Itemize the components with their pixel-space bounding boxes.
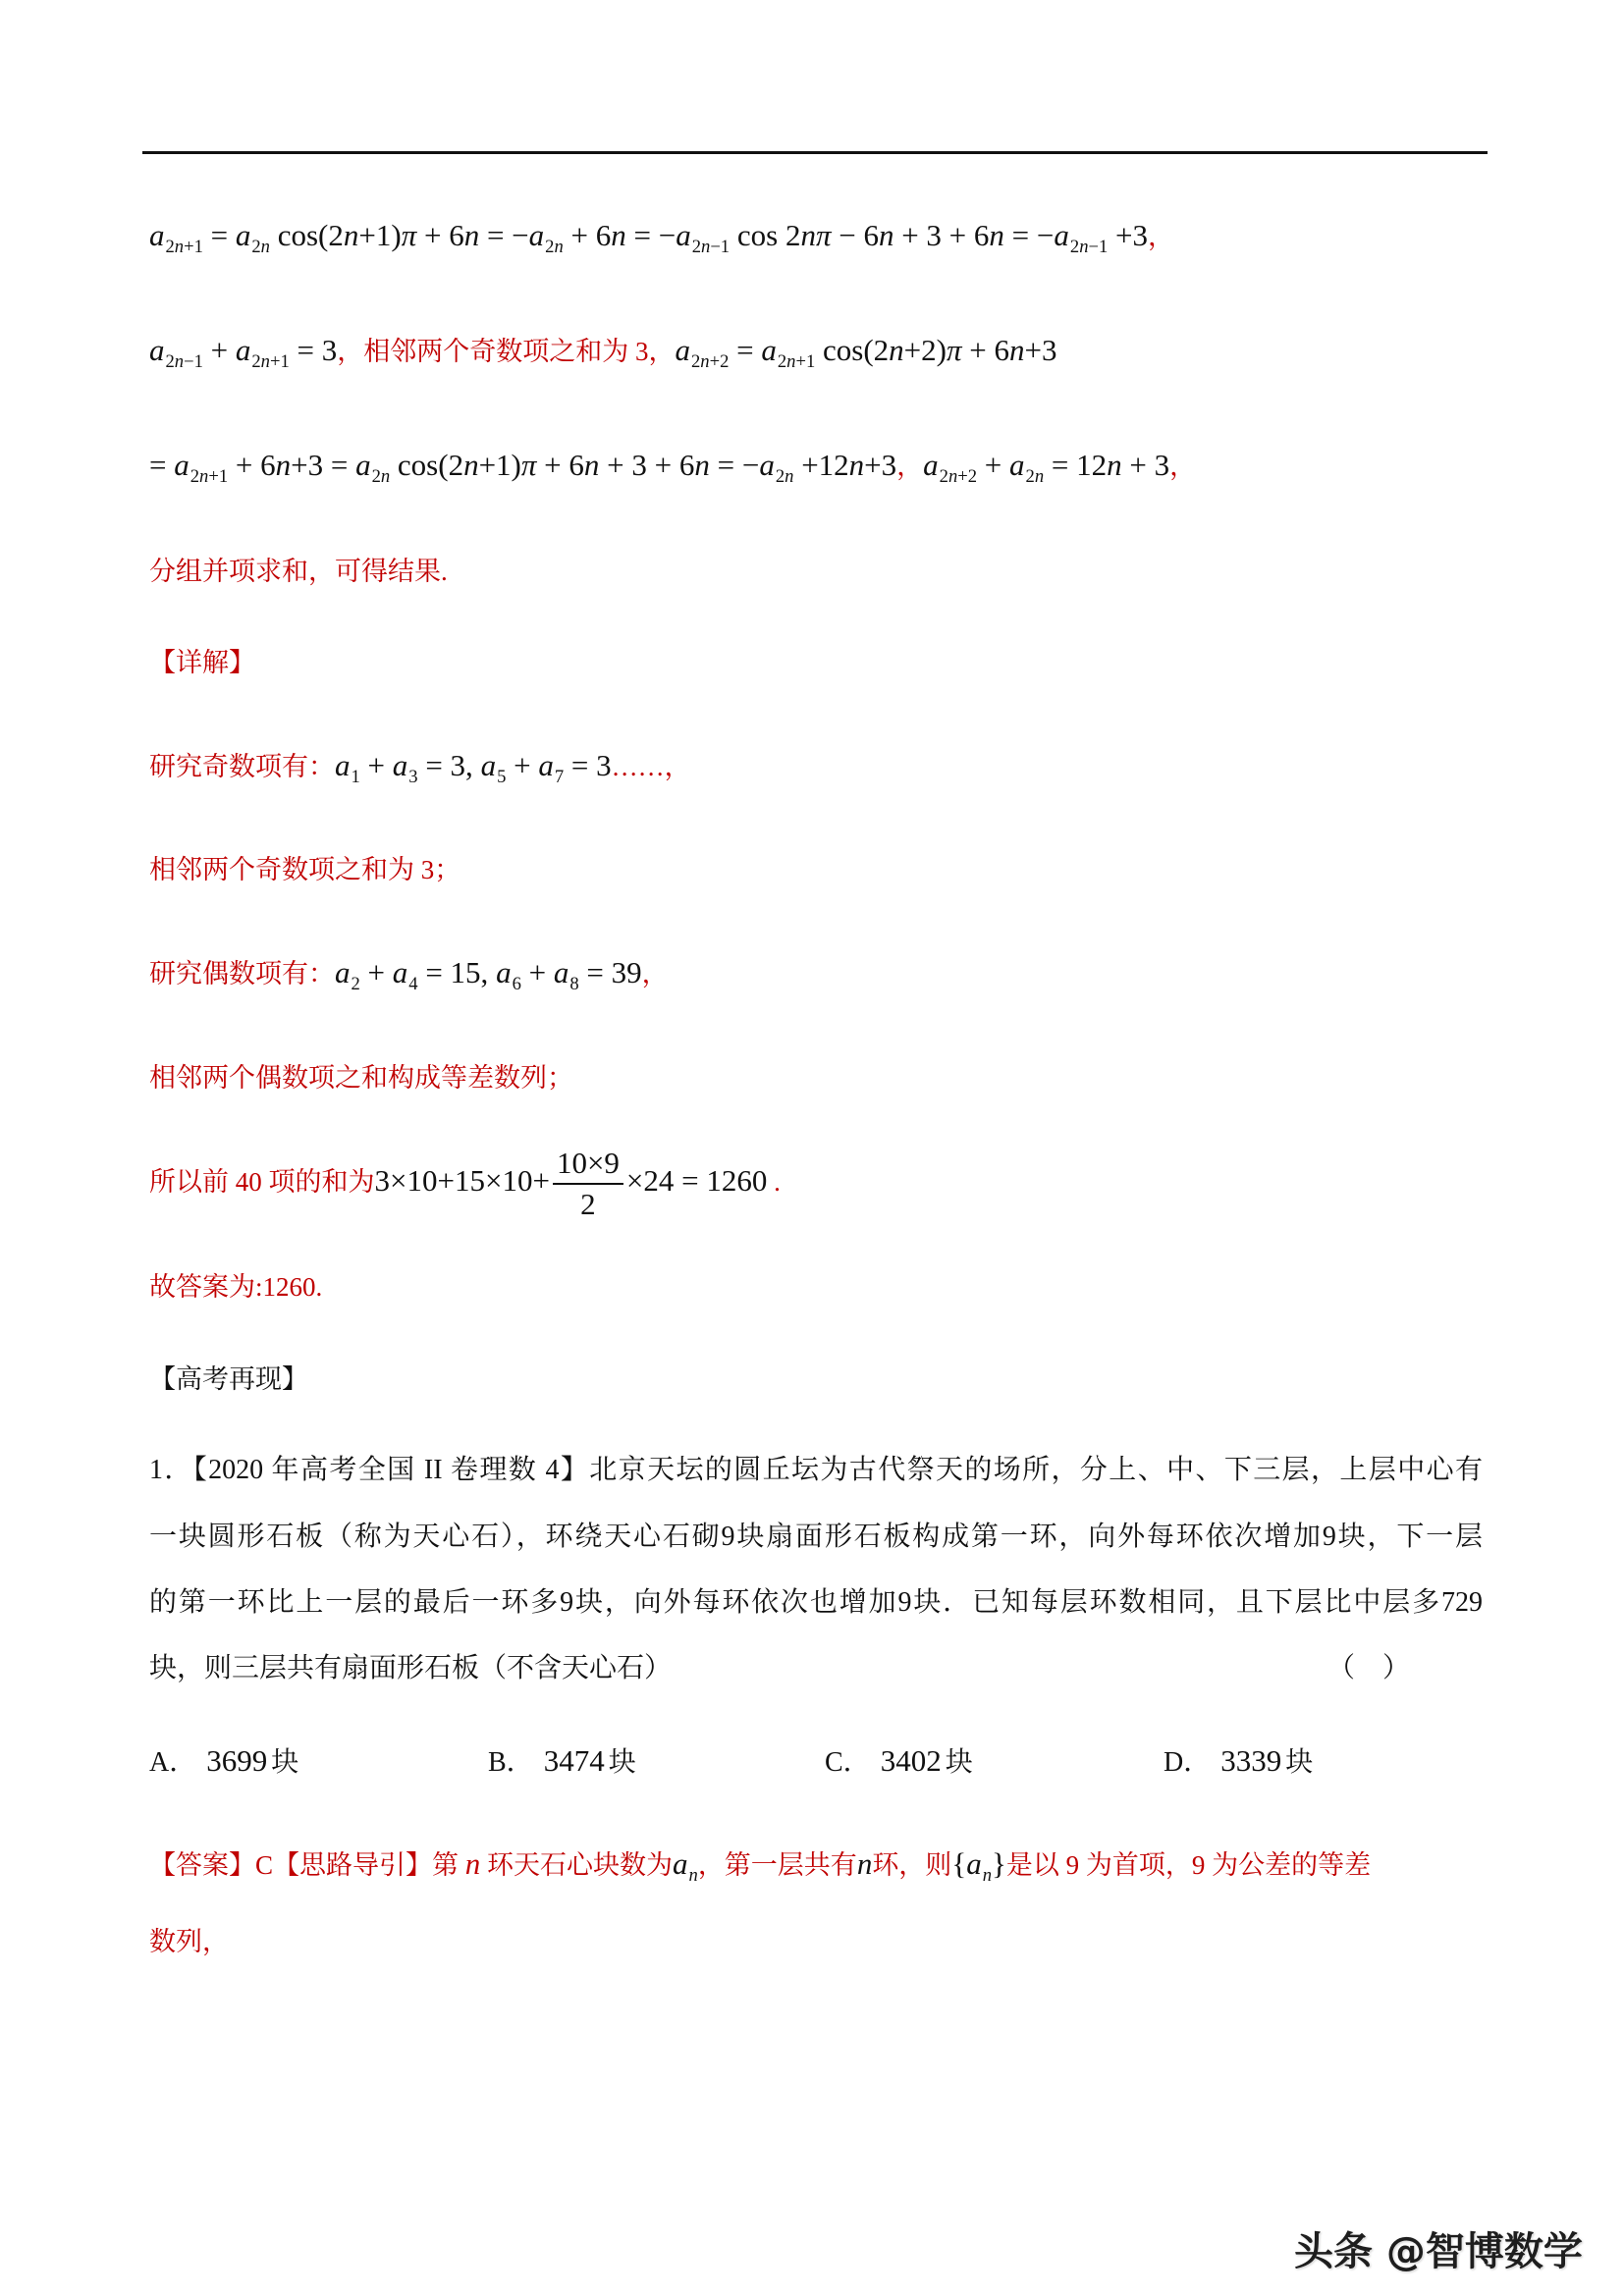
math-symbol: n: [947, 466, 958, 488]
math-symbol: a: [235, 333, 251, 367]
math-subscript: 7: [554, 767, 565, 788]
math-subscript: 2n−1: [691, 237, 731, 258]
math-text: = 3,: [417, 748, 481, 782]
math-expression: [564, 748, 611, 782]
option-unit: 块: [945, 1747, 973, 1778]
math-symbol: n: [688, 1865, 698, 1887]
math-subscript: 4: [408, 974, 418, 995]
math-expression: [360, 748, 393, 782]
math-symbol: n: [611, 218, 626, 252]
text-run: 环，则: [872, 1850, 952, 1880]
math-variable: [335, 955, 360, 995]
math-text: +: [359, 748, 393, 782]
math-variable: [149, 218, 203, 258]
math-expression: [793, 448, 896, 482]
text-run: ……，: [611, 752, 691, 781]
math-subscript: 3: [408, 767, 418, 788]
math-text: [923, 448, 939, 482]
option-c: [825, 1737, 973, 1785]
question-line-4: 块，则三层共有扇面形石板（不含天心石）: [149, 1653, 673, 1683]
math-expression: [270, 218, 529, 252]
math-text: [335, 748, 351, 782]
detail-heading: 【详解】: [149, 648, 255, 677]
option-value: 3474: [543, 1743, 605, 1778]
text-run: 研究奇数项有：: [149, 752, 335, 781]
math-symbol: a: [528, 218, 545, 252]
math-subscript: 2n: [545, 237, 564, 258]
math-text: = 39: [578, 955, 642, 989]
math-symbol: a: [966, 1846, 982, 1881]
math-expression: [418, 955, 496, 989]
text-run: ，: [1148, 222, 1175, 251]
math-text: [149, 218, 165, 252]
math-text: =: [149, 448, 175, 482]
math-text: [481, 748, 497, 782]
text-run: ，: [1169, 452, 1197, 481]
text-run: 研究偶数项有：: [149, 959, 335, 988]
math-symbol: a: [759, 448, 775, 482]
gaokao-heading: 【高考再现】: [149, 1364, 308, 1394]
math-expression: [228, 448, 355, 482]
math-text: [1009, 448, 1025, 482]
option-value: 3402: [880, 1743, 942, 1778]
math-symbol: a: [149, 333, 165, 367]
math-text: + 6n = −: [563, 218, 677, 252]
final-answer: 故答案为:1260.: [149, 1272, 323, 1302]
math-text: +: [520, 955, 554, 989]
math-symbol: n: [800, 218, 816, 252]
math-text: [355, 448, 371, 482]
math-subscript: 2: [351, 974, 360, 995]
math-symbol: a: [335, 955, 351, 989]
math-text: [1054, 218, 1069, 252]
header-rule: [142, 151, 1488, 154]
math-variable: [235, 218, 270, 258]
math-variable: [1054, 218, 1109, 258]
answer-line-2: [149, 1917, 229, 1964]
math-text: [236, 218, 251, 252]
math-symbol: n: [343, 218, 359, 252]
math-symbol: n: [785, 466, 794, 488]
math-text: [673, 1846, 688, 1881]
text-run: ，: [896, 452, 924, 481]
math-variable: [923, 448, 978, 488]
math-variable: [538, 748, 565, 788]
math-text: [857, 1846, 873, 1881]
math-symbol: n: [856, 1846, 873, 1881]
math-variable: [392, 748, 418, 788]
derivation-line-3: [149, 442, 1196, 489]
math-subscript: 2n+1: [251, 351, 290, 373]
math-symbol: n: [700, 351, 710, 373]
math-symbol: n: [464, 1846, 481, 1881]
math-variable: [759, 448, 794, 488]
math-subscript: 2n: [775, 466, 794, 488]
math-symbol: a: [761, 333, 777, 367]
math-variable: [673, 1846, 698, 1887]
math-text: +3: [1108, 218, 1149, 252]
math-text: +: [977, 448, 1010, 482]
odd-terms-conclusion: 相邻两个奇数项之和为 3；: [149, 855, 461, 884]
math-subscript: 2n: [1025, 466, 1045, 488]
math-symbol: n: [694, 448, 710, 482]
math-symbol: n: [989, 218, 1004, 252]
derivation-line-2: [149, 327, 1056, 374]
text-run: .: [767, 1167, 781, 1197]
math-symbol: a: [480, 748, 497, 782]
math-symbol: a: [923, 448, 939, 482]
math-expression: [564, 218, 676, 252]
math-text: [538, 748, 554, 782]
math-expression: [977, 448, 1009, 482]
math-expression: [465, 1846, 481, 1881]
math-symbol: n: [1009, 333, 1025, 367]
math-variable: [528, 218, 564, 258]
option-unit: 块: [1285, 1747, 1314, 1778]
math-symbol: a: [673, 1846, 688, 1881]
math-text: =: [729, 333, 762, 367]
math-text: [676, 218, 691, 252]
math-expression: [203, 218, 236, 252]
math-text: 3×10+15×10+: [374, 1163, 550, 1198]
math-variable: [761, 333, 816, 373]
math-symbol: n: [878, 218, 894, 252]
even-terms-conclusion: 相邻两个偶数项之和构成等差数列；: [149, 1063, 573, 1093]
math-variable: [392, 955, 418, 995]
math-subscript: 2n: [371, 466, 391, 488]
math-text: + 6n+3 =: [228, 448, 356, 482]
math-symbol: a: [1009, 448, 1025, 482]
option-b: [488, 1737, 636, 1785]
derivation-line-1: [149, 212, 1174, 259]
math-expression: [360, 955, 393, 989]
math-text: = 3: [564, 748, 612, 782]
math-symbol: a: [496, 955, 512, 989]
math-expression: [290, 333, 337, 367]
math-symbol: a: [676, 218, 691, 252]
question-line-3: 的第一环比上一层的最后一环多9块，向外每环依次也增加9块．已知每层环数相同，且下层比中层多729: [149, 1587, 1483, 1618]
math-expression: [951, 1846, 966, 1881]
math-expression: [1044, 448, 1169, 482]
math-text: +: [359, 955, 393, 989]
math-text: cos(2n+1)π + 6n = −: [277, 218, 529, 252]
math-text: cos 2nπ − 6n + 3 + 6n = −: [736, 218, 1055, 252]
math-expression: [506, 748, 538, 782]
math-symbol: n: [1079, 237, 1089, 258]
option-a: [149, 1737, 298, 1785]
text-run: 数列，: [149, 1927, 229, 1956]
math-expression: [992, 1846, 1006, 1881]
math-text: [759, 448, 775, 482]
math-variable: [496, 955, 521, 995]
math-text: [393, 955, 408, 989]
math-variable: [174, 448, 229, 488]
math-symbol: a: [392, 748, 408, 782]
math-symbol: π: [520, 448, 537, 482]
math-symbol: n: [463, 448, 479, 482]
math-expression: [418, 748, 481, 782]
math-symbol: n: [848, 448, 865, 482]
math-subscript: [983, 1865, 992, 1886]
math-expression: [390, 448, 759, 482]
math-text: cos(2n+2)π + 6n+3: [823, 333, 1057, 367]
math-expression: [1108, 218, 1148, 252]
math-variable: [676, 218, 731, 258]
math-text: [174, 448, 189, 482]
math-symbol: a: [355, 448, 371, 482]
text-run: ，相邻两个奇数项之和为 3，: [337, 337, 676, 366]
math-text: [966, 1846, 982, 1881]
option-label: A．: [149, 1747, 197, 1778]
math-text: [761, 333, 777, 367]
option-label: C．: [825, 1747, 871, 1778]
math-expression: [730, 218, 1054, 252]
fraction-numerator: 10×9: [556, 1146, 620, 1181]
math-symbol: n: [260, 351, 270, 373]
question-line-1: 1．【2020 年高考全国 II 卷理数 4】北京天坛的圆丘坛为古代祭天的场所，分上、中、下三层，上层中心有: [149, 1455, 1483, 1485]
math-subscript: 2n+1: [189, 466, 229, 488]
math-symbol: π: [815, 218, 832, 252]
option-value: 3699: [206, 1743, 268, 1778]
math-symbol: n: [275, 448, 292, 482]
math-symbol: a: [235, 218, 251, 252]
math-symbol: a: [675, 333, 690, 367]
option-label: B．: [488, 1747, 534, 1778]
math-variable: [553, 955, 579, 995]
math-symbol: n: [701, 237, 711, 258]
text-run: 【答案】C【思路导引】第: [149, 1850, 465, 1880]
math-expression: [729, 333, 761, 367]
math-subscript: 6: [512, 974, 521, 995]
math-text: +: [202, 333, 236, 367]
math-symbol: a: [392, 955, 408, 989]
math-text: +: [506, 748, 539, 782]
math-text: }: [992, 1846, 1006, 1881]
math-text: [393, 748, 408, 782]
math-symbol: n: [260, 237, 270, 258]
math-symbol: n: [554, 237, 564, 258]
math-symbol: a: [553, 955, 569, 989]
math-subscript: 8: [569, 974, 579, 995]
watermark: 头条 @智博数学: [1294, 2229, 1583, 2274]
math-text: cos(2n+1)π + 6n + 3 + 6n = −: [397, 448, 760, 482]
math-subscript: 2n−1: [165, 351, 203, 373]
math-variable: [966, 1846, 992, 1887]
math-expression: [626, 1163, 767, 1198]
option-d: [1164, 1737, 1313, 1785]
math-expression: [149, 448, 174, 482]
math-text: =: [202, 218, 236, 252]
even-terms-line: [149, 949, 669, 996]
math-symbol: a: [1054, 218, 1069, 252]
math-expression: [857, 1846, 873, 1881]
option-unit: 块: [271, 1747, 299, 1778]
math-text: [496, 955, 512, 989]
math-symbol: n: [1107, 448, 1122, 482]
math-symbol: n: [786, 351, 796, 373]
math-subscript: 1: [351, 767, 360, 788]
math-text: = 15,: [417, 955, 497, 989]
math-expression: [203, 333, 236, 367]
math-text: [465, 1846, 481, 1881]
math-symbol: n: [199, 466, 209, 488]
math-text: [236, 333, 251, 367]
option-label: D．: [1164, 1747, 1212, 1778]
math-text: ×24 = 1260: [625, 1163, 768, 1198]
math-variable: [675, 333, 730, 373]
math-subscript: 2n−1: [1069, 237, 1109, 258]
math-symbol: a: [149, 218, 165, 252]
text-run: 环天石心块数为: [480, 1850, 674, 1880]
math-symbol: n: [174, 237, 185, 258]
text-run: 是以 9 为首项，9 为公差的等差: [1005, 1850, 1372, 1880]
math-symbol: a: [538, 748, 554, 782]
math-symbol: n: [982, 1865, 992, 1887]
math-variable: [235, 333, 290, 373]
math-subscript: 2n: [251, 237, 270, 258]
math-text: = 3: [289, 333, 338, 367]
math-text: [529, 218, 545, 252]
hint-conclusion: 分组并项求和，可得结果.: [149, 557, 448, 586]
math-symbol: a: [174, 448, 189, 482]
math-variable: [149, 333, 203, 373]
math-variable: [335, 748, 360, 788]
math-text: = 12n + 3: [1044, 448, 1170, 482]
math-expression: [815, 333, 1056, 367]
math-subscript: 2n+1: [165, 237, 203, 258]
text-run: 所以前 40 项的和为: [149, 1167, 375, 1197]
math-text: [676, 333, 691, 367]
math-variable: [1009, 448, 1045, 488]
math-symbol: n: [380, 466, 391, 488]
math-symbol: n: [174, 351, 185, 373]
math-expression: [375, 1163, 550, 1198]
math-symbol: n: [889, 333, 904, 367]
math-subscript: 2n+2: [691, 351, 730, 373]
math-variable: [480, 748, 507, 788]
answer-line-1: [149, 1841, 1371, 1888]
math-subscript: 2n+1: [777, 351, 816, 373]
text-run: ，: [641, 959, 669, 988]
math-variable: [355, 448, 391, 488]
math-subscript: [689, 1865, 698, 1886]
math-subscript: 2n+2: [939, 466, 978, 488]
math-text: +12n+3: [793, 448, 897, 482]
math-text: [554, 955, 569, 989]
math-symbol: π: [946, 333, 962, 367]
math-symbol: n: [1034, 466, 1045, 488]
math-symbol: n: [463, 218, 480, 252]
odd-terms-line: [149, 742, 691, 789]
math-text: [335, 955, 351, 989]
math-text: {: [951, 1846, 967, 1881]
question-line-2: 一块圆形石板（称为天心石），环绕天心石砌9块扇面形石板构成第一环，向外每环依次增加9块，下一层: [149, 1522, 1483, 1552]
sum-line: [149, 1134, 781, 1228]
fraction: [553, 1146, 623, 1221]
fraction-denominator: 2: [553, 1183, 623, 1222]
option-unit: 块: [608, 1747, 636, 1778]
text-run: ，第一层共有: [697, 1850, 857, 1880]
math-expression: [521, 955, 554, 989]
math-symbol: n: [583, 448, 600, 482]
math-symbol: a: [335, 748, 351, 782]
math-symbol: π: [401, 218, 417, 252]
option-value: 3339: [1220, 1743, 1282, 1778]
math-subscript: 5: [497, 767, 507, 788]
math-text: [149, 333, 165, 367]
math-expression: [579, 955, 642, 989]
answer-blank: （ ）: [1327, 1653, 1411, 1683]
